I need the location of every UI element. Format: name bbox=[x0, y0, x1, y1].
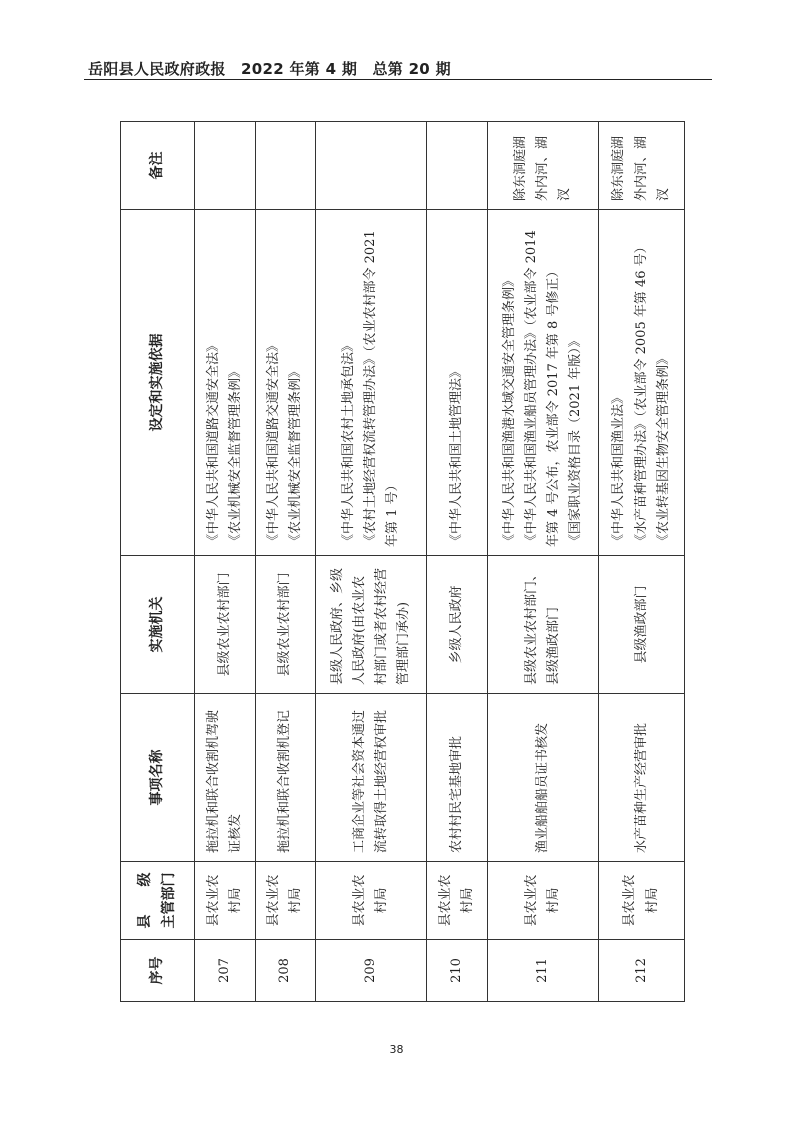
cell-notes: 除东洞庭湖外内河、湖汊 bbox=[488, 122, 599, 210]
cell-seq: 208 bbox=[255, 940, 316, 1002]
cell-name: 工商企业等社会资本通过流转取得土地经营权审批 bbox=[316, 694, 427, 862]
cell-basis bbox=[599, 210, 685, 556]
basis-line: 《中华人民共和国道路交通安全法》 bbox=[205, 338, 221, 547]
cell-dept: 县农业农村局 bbox=[255, 862, 316, 940]
header-name: 事项名称 bbox=[121, 694, 195, 862]
header-dept bbox=[121, 862, 195, 940]
cell-dept: 县农业农村局 bbox=[488, 862, 599, 940]
cell-seq: 212 bbox=[599, 940, 685, 1002]
basis-line: 《中华人民共和国道路交通安全法》 bbox=[266, 338, 282, 547]
basis-line: 《农业机械安全监督管理条例》 bbox=[288, 364, 304, 547]
cell-basis bbox=[195, 210, 256, 556]
cell-dept: 县农业农村局 bbox=[195, 862, 256, 940]
cell-seq: 211 bbox=[488, 940, 599, 1002]
header-rule bbox=[84, 79, 712, 80]
cell-dept: 县农业农村局 bbox=[316, 862, 427, 940]
page-header: 岳阳县人民政府政报 2022 年第 4 期 总第 20 期 bbox=[88, 60, 451, 78]
cell-dept: 县农业农村局 bbox=[427, 862, 488, 940]
header-dept-bottom: 主管部门 bbox=[160, 872, 177, 929]
cell-agency: 县级农业农村部门 bbox=[255, 556, 316, 694]
cell-name: 拖拉机和联合收割机登记 bbox=[255, 694, 316, 862]
header-dept-top: 县 级 bbox=[136, 872, 153, 929]
cell-notes bbox=[195, 122, 256, 210]
table-row bbox=[195, 122, 256, 1002]
basis-line: 《农业转基因生物安全管理条例》 bbox=[655, 351, 671, 547]
cell-agency: 县级农业农村部门 bbox=[195, 556, 256, 694]
cell-dept: 县农业农村局 bbox=[599, 862, 685, 940]
cell-basis bbox=[255, 210, 316, 556]
cell-agency: 县级农业农村部门、县级渔政部门 bbox=[488, 556, 599, 694]
table-row bbox=[427, 122, 488, 1002]
cell-agency: 县级渔政部门 bbox=[599, 556, 685, 694]
cell-agency: 县级人民政府、乡级人民政府(由农业农村部门或者农村经营管理部门承办) bbox=[316, 556, 427, 694]
cell-seq: 210 bbox=[427, 940, 488, 1002]
cell-notes: 除东洞庭湖外内河、湖汊 bbox=[599, 122, 685, 210]
table-row bbox=[255, 122, 316, 1002]
basis-line: 《中华人民共和国渔港水域交通安全管理条例》 bbox=[501, 273, 517, 547]
basis-line: 《中华人民共和国农村土地承包法》 bbox=[341, 338, 357, 547]
basis-line: 《中华人民共和国渔业船员管理办法》（农业部令 2014 年第 4 号公布，农业部令 2017 年第 8 号修正） bbox=[523, 230, 562, 547]
cell-basis bbox=[488, 210, 599, 556]
cell-name: 渔业船舶船员证书核发 bbox=[488, 694, 599, 862]
rotated-table-container bbox=[120, 122, 685, 1002]
header-seq: 序号 bbox=[121, 940, 195, 1002]
table-row bbox=[316, 122, 427, 1002]
basis-line: 《农村土地经营权流转管理办法》（农业农村部令 2021 年第 1 号） bbox=[363, 230, 401, 547]
table-header-row bbox=[121, 122, 195, 1002]
page-number: 38 bbox=[389, 1043, 404, 1056]
cell-notes bbox=[316, 122, 427, 210]
cell-notes bbox=[255, 122, 316, 210]
cell-name: 农村村民宅基地审批 bbox=[427, 694, 488, 862]
cell-seq: 209 bbox=[316, 940, 427, 1002]
table-row bbox=[488, 122, 599, 1002]
cell-name: 拖拉机和联合收割机驾驶证核发 bbox=[195, 694, 256, 862]
basis-line: 《农业机械安全监督管理条例》 bbox=[227, 364, 243, 547]
table-row bbox=[599, 122, 685, 1002]
cell-notes bbox=[427, 122, 488, 210]
cell-basis bbox=[316, 210, 427, 556]
basis-line: 《国家职业资格目录（2021 年版）》 bbox=[568, 334, 584, 547]
header-agency: 实施机关 bbox=[121, 556, 195, 694]
cell-basis bbox=[427, 210, 488, 556]
cell-name: 水产苗种生产经营审批 bbox=[599, 694, 685, 862]
cell-agency: 乡级人民政府 bbox=[427, 556, 488, 694]
basis-line: 《中华人民共和国渔业法》 bbox=[611, 390, 627, 547]
basis-line: 《水产苗种管理办法》（农业部令 2005 年第 46 号） bbox=[633, 240, 649, 547]
basis-line: 《中华人民共和国土地管理法》 bbox=[449, 364, 465, 547]
items-table bbox=[120, 121, 685, 1002]
header-basis: 设定和实施依据 bbox=[121, 210, 195, 556]
cell-seq: 207 bbox=[195, 940, 256, 1002]
header-notes: 备注 bbox=[121, 122, 195, 210]
